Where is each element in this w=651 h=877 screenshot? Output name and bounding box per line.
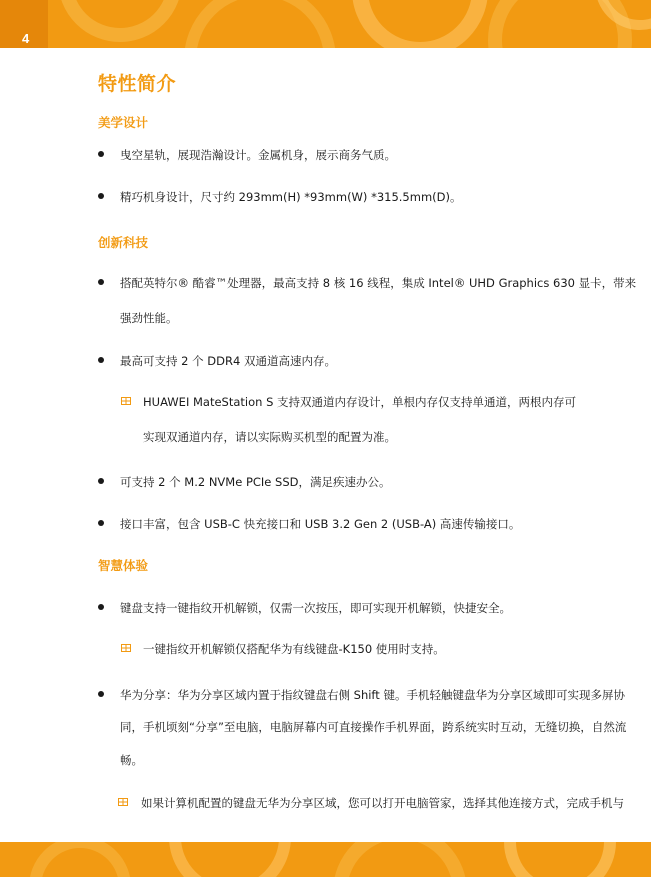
bullet-dot (98, 691, 104, 697)
bullet-dot (98, 357, 104, 363)
bullet-dot (98, 520, 104, 526)
bullet-text: 最高可支持 2 个 DDR4 双通道高速内存。 (120, 354, 336, 368)
bullet-dot (98, 279, 104, 285)
footer-band (0, 842, 651, 877)
note-icon (121, 644, 131, 652)
bullet-dot (98, 151, 104, 157)
footer-pattern (0, 842, 651, 877)
bullet-text-cont: 同，手机顷刻“分享”至电脑，电脑屏幕内可直接操作手机界面，跨系统实时互动，无缝切换，自然流 (120, 720, 627, 734)
bullet-text: 精巧机身设计，尺寸约 293mm(H) *93mm(W) *315.5mm(D)。 (120, 190, 462, 204)
note-icon (121, 397, 131, 405)
bullet-text: 可支持 2 个 M.2 NVMe PCIe SSD，满足疾速办公。 (120, 475, 391, 489)
note-text-cont: 实现双通道内存，请以实际购买机型的配置为准。 (143, 430, 396, 444)
note-text: HUAWEI MateStation S 支持双通道内存设计，单根内存仅支持单通道，两根内存可 (143, 395, 577, 409)
header-band (0, 0, 651, 48)
note-icon (118, 798, 128, 806)
bullet-dot (98, 193, 104, 199)
bullet-dot (98, 604, 104, 610)
note-text: 一键指纹开机解锁仅搭配华为有线键盘-K150 使用时支持。 (143, 642, 445, 656)
bullet-text-cont: 畅。 (120, 753, 143, 767)
bullet-text-cont: 强劲性能。 (120, 311, 178, 325)
note-text: 如果计算机配置的键盘无华为分享区域，您可以打开电脑管家，选择其他连接方式，完成手机与 (141, 796, 624, 810)
bullet-text: 华为分享：华为分享区域内置于指纹键盘右侧 Shift 键。手机轻触键盘华为分享区域即可实现多屏协 (120, 688, 625, 702)
bullet-dot (98, 478, 104, 484)
page-title: 特性简介 (98, 73, 177, 95)
section-heading-aesthetics: 美学设计 (98, 115, 149, 130)
bullet-text: 搭配英特尔® 酷睿™处理器，最高支持 8 核 16 线程，集成 Intel® UHD Graphics 630 显卡，带来 (120, 276, 637, 290)
bullet-text: 曳空星轨，展现浩瀚设计。金属机身，展示商务气质。 (120, 148, 396, 162)
header-pattern (0, 0, 651, 48)
page-number: 4 (22, 31, 30, 46)
bullet-text: 接口丰富，包含 USB-C 快充接口和 USB 3.2 Gen 2 (USB-A) 高速传输接口。 (120, 517, 521, 531)
bullet-text: 键盘支持一键指纹开机解锁，仅需一次按压，即可实现开机解锁，快捷安全。 (120, 601, 511, 615)
section-heading-innovation: 创新科技 (98, 235, 149, 250)
section-heading-smart: 智慧体验 (98, 558, 149, 573)
